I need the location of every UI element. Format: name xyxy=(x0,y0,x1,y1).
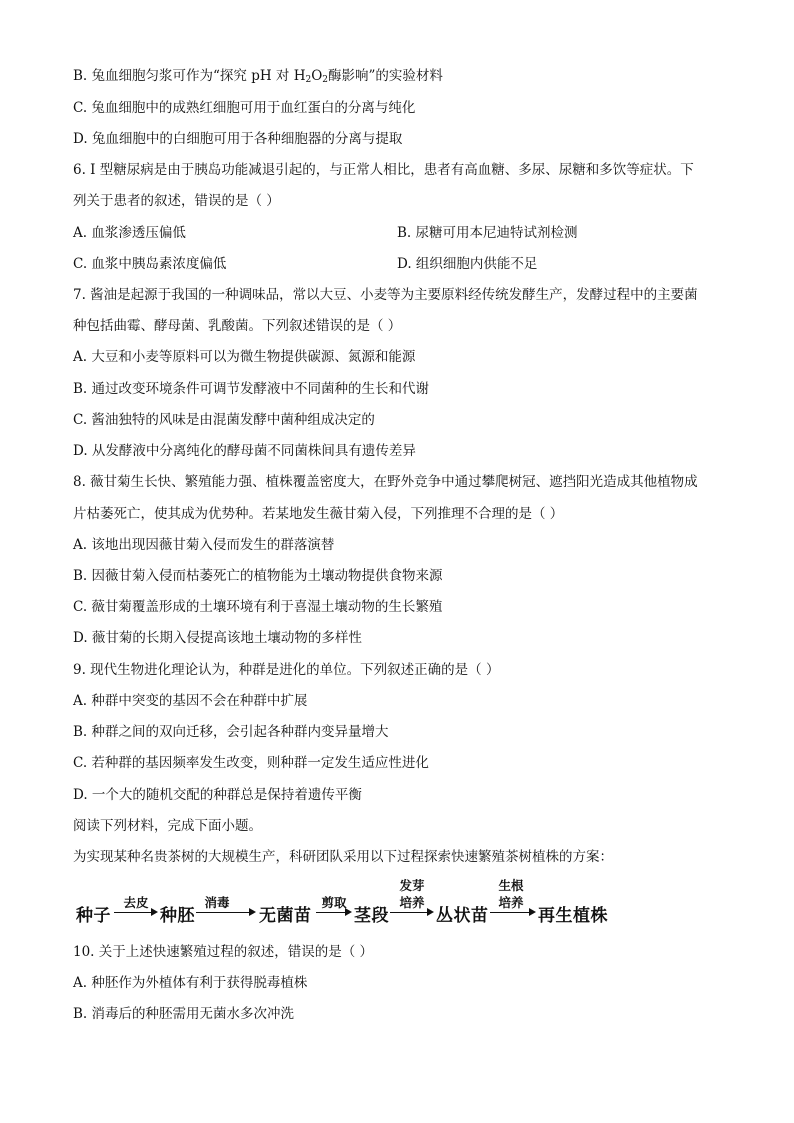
flow-node-cluster-seedling: 丛状苗 xyxy=(436,906,489,926)
q9-stem: 9. 现代生物进化理论认为，种群是进化的单位。下列叙述正确的是（ ） xyxy=(73,662,500,678)
q6-option-b: B. 尿糖可用本尼迪特试剂检测 xyxy=(397,225,578,241)
q8-option-c: C. 薇甘菊覆盖形成的土壤环境有利于喜湿土壤动物的生长繁殖 xyxy=(73,599,443,615)
flow-label-rooting: 生根 xyxy=(498,878,524,893)
flow-arrow-4 xyxy=(390,912,432,913)
q9-option-c: C. 若种群的基因频率发生改变，则种群一定发生适应性进化 xyxy=(73,755,429,771)
flow-node-seed: 种子 xyxy=(76,906,111,926)
q7-option-d: D. 从发酵液中分离纯化的酵母菌不同菌株间具有遗传差异 xyxy=(73,443,416,459)
q8-stem-line2: 片枯萎死亡，使其成为优势种。若某地发生薇甘菊入侵，下列推理不合理的是（ ） xyxy=(73,506,564,522)
flow-label-culture-2: 培养 xyxy=(498,895,524,910)
q5-option-c: C. 兔血细胞中的成熟红细胞可用于血红蛋白的分离与纯化 xyxy=(73,100,416,116)
q6-option-a: A. 血浆渗透压偏低 xyxy=(73,225,186,241)
q7-option-c: C. 酱油独特的风味是由混菌发酵中菌种组成决定的 xyxy=(73,412,375,428)
flow-node-regenerated-plant: 再生植株 xyxy=(538,906,608,926)
q9-option-d: D. 一个大的随机交配的种群总是保持着遗传平衡 xyxy=(73,787,362,803)
flow-arrow-3 xyxy=(316,912,350,913)
q10-option-a: A. 种胚作为外植体有利于获得脱毒植株 xyxy=(73,975,308,991)
flow-node-stem-segment: 茎段 xyxy=(354,906,389,926)
material-intro: 阅读下列材料，完成下面小题。 xyxy=(73,818,262,834)
q6-stem-line2: 列关于患者的叙述，错误的是（ ） xyxy=(73,193,280,209)
flow-label-peel: 去皮 xyxy=(123,895,149,910)
q6-option-d: D. 组织细胞内供能不足 xyxy=(397,256,538,272)
q5-option-b: B. 兔血细胞匀浆可作为“探究 pH 对 $H_2O_2$酶影响”的实验材料 xyxy=(73,68,443,85)
q7-option-a: A. 大豆和小麦等原料可以为微生物提供碳源、氮源和能源 xyxy=(73,349,416,365)
flow-arrow-5 xyxy=(490,912,534,913)
q10-option-b: B. 消毒后的种胚需用无菌水多次冲洗 xyxy=(73,1006,295,1022)
flow-label-germinate: 发芽 xyxy=(399,878,425,893)
q6-stem-line1: 6. I 型糖尿病是由于胰岛功能减退引起的，与正常人相比，患者有高血糖、多尿、尿糖和多饮等症状。下 xyxy=(73,162,694,178)
q7-stem-line2: 种包括曲霉、酵母菌、乳酸菌。下列叙述错误的是（ ） xyxy=(73,318,402,334)
q5-option-d: D. 兔血细胞中的白细胞可用于各种细胞器的分离与提取 xyxy=(73,131,403,147)
q8-stem-line1: 8. 薇甘菊生长快、繁殖能力强、植株覆盖密度大，在野外竞争中通过攀爬树冠、遮挡阳光造成其他植物成 xyxy=(73,474,698,490)
q6-option-c: C. 血浆中胰岛素浓度偏低 xyxy=(73,256,227,272)
q8-option-a: A. 该地出现因薇甘菊入侵而发生的群落演替 xyxy=(73,537,335,553)
q9-option-b: B. 种群之间的双向迁移，会引起各种群内变异量增大 xyxy=(73,724,389,740)
q10-stem: 10. 关于上述快速繁殖过程的叙述，错误的是（ ） xyxy=(73,944,374,960)
process-flow-diagram xyxy=(76,872,636,932)
flow-node-embryo: 种胚 xyxy=(160,906,195,926)
q8-option-b: B. 因薇甘菊入侵而枯萎死亡的植物能为土壤动物提供食物来源 xyxy=(73,568,443,584)
q9-option-a: A. 种群中突变的基因不会在种群中扩展 xyxy=(73,693,308,709)
flow-label-disinfect: 消毒 xyxy=(204,895,230,910)
q7-option-b: B. 通过改变环境条件可调节发酵液中不同菌种的生长和代谢 xyxy=(73,381,430,397)
q7-stem-line1: 7. 酱油是起源于我国的一种调味品，常以大豆、小麦等为主要原料经传统发酵生产，发酵过程中的主要菌 xyxy=(73,287,698,303)
flow-arrow-2 xyxy=(196,912,254,913)
flow-label-cut: 剪取 xyxy=(321,895,347,910)
material-text: 为实现某种名贵茶树的大规模生产，科研团队采用以下过程探索快速繁殖茶树植株的方案： xyxy=(73,849,613,865)
flow-node-sterile-seedling: 无菌苗 xyxy=(259,906,312,926)
q8-option-d: D. 薇甘菊的长期入侵提高该地土壤动物的多样性 xyxy=(73,630,362,646)
flow-arrow-1 xyxy=(114,912,156,913)
flow-label-culture-1: 培养 xyxy=(399,895,425,910)
